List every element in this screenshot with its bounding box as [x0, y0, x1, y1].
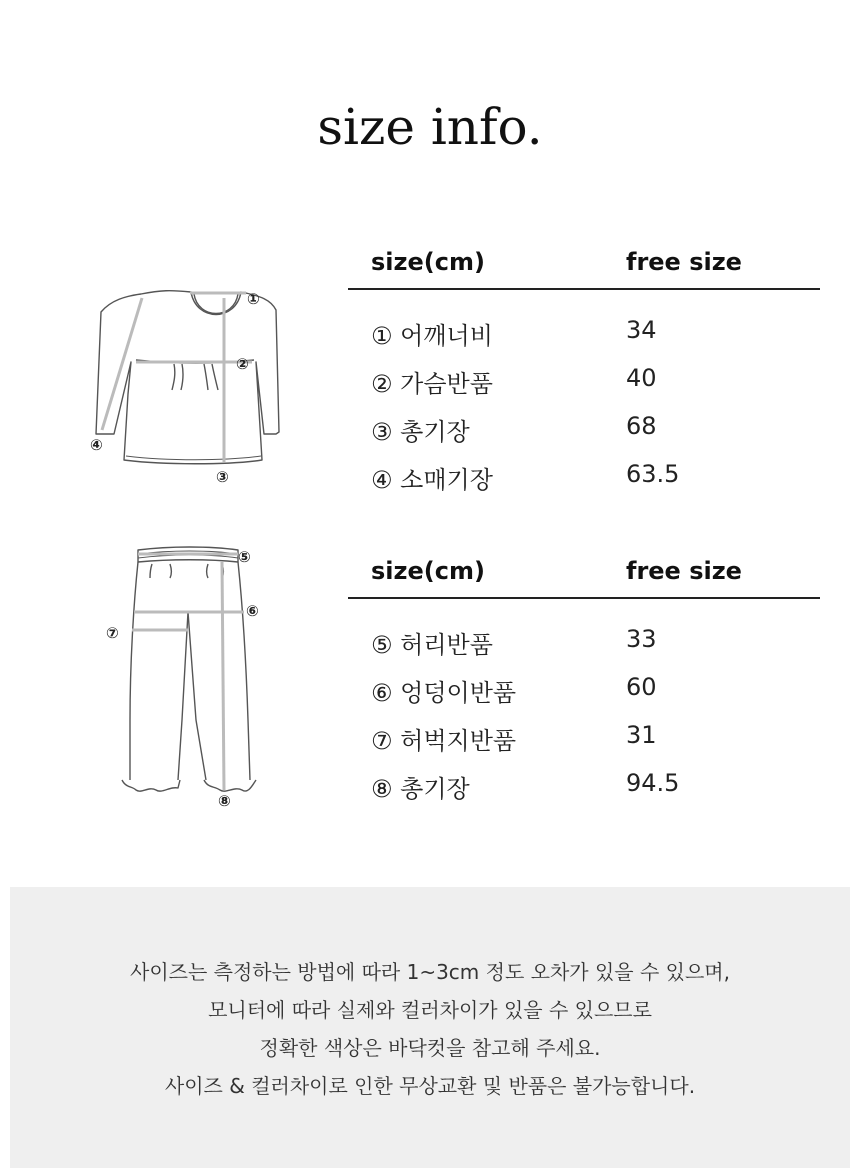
table-row [348, 354, 820, 402]
row-label: ⑥ 엉덩이반품 [371, 679, 517, 707]
table-row [348, 306, 820, 354]
top-garment-illustration [86, 282, 286, 492]
row-value: 60 [626, 673, 657, 701]
notice-line-4: 사이즈 & 컬러차이로 인한 무상교환 및 반품은 불가능합니다. [164, 1074, 696, 1098]
marker-6: ⑥ [246, 602, 259, 620]
notice-line-2: 모니터에 따라 실제와 컬러차이가 있을 수 있으므로 [208, 998, 652, 1022]
marker-7: ⑦ [106, 624, 119, 642]
row-value: 68 [626, 412, 657, 440]
marker-4: ④ [90, 436, 103, 454]
row-value: 94.5 [626, 769, 680, 797]
header-free-size: free size [626, 248, 742, 276]
row-label: ③ 총기장 [371, 418, 470, 446]
table-row [348, 759, 820, 807]
notice-line-3: 정확한 색상은 바닥컷을 참고해 주세요. [259, 1036, 601, 1060]
row-value: 34 [626, 316, 657, 344]
marker-8: ⑧ [218, 792, 231, 810]
marker-5: ⑤ [238, 548, 251, 566]
header-free-size: free size [626, 557, 742, 585]
top-size-table [348, 244, 820, 498]
marker-2: ② [236, 355, 249, 373]
marker-1: ① [247, 290, 260, 308]
row-value: 31 [626, 721, 657, 749]
size-notice-box [10, 887, 850, 1168]
table-row [348, 450, 820, 498]
row-value: 40 [626, 364, 657, 392]
header-size: size(cm) [371, 248, 485, 276]
row-label: ② 가슴반품 [371, 370, 493, 398]
table-row [348, 711, 820, 759]
shirt-drawing [86, 282, 286, 492]
row-label: ① 어깨너비 [371, 322, 493, 350]
row-value: 33 [626, 625, 657, 653]
row-label: ⑤ 허리반품 [371, 631, 493, 659]
pants-illustration [100, 540, 275, 818]
table-row [348, 615, 820, 663]
page-title: size info. [317, 98, 543, 156]
pants-drawing [100, 540, 275, 818]
table-header [348, 244, 820, 290]
notice-text [10, 953, 850, 1105]
row-label: ⑦ 허벅지반품 [371, 727, 517, 755]
notice-line-1: 사이즈는 측정하는 방법에 따라 1~3cm 정도 오차가 있을 수 있으며, [130, 960, 730, 984]
row-value: 63.5 [626, 460, 680, 488]
bottom-size-table [348, 553, 820, 807]
table-row [348, 663, 820, 711]
marker-3: ③ [216, 468, 229, 486]
header-size: size(cm) [371, 557, 485, 585]
table-header [348, 553, 820, 599]
row-label: ④ 소매기장 [371, 466, 493, 494]
row-label: ⑧ 총기장 [371, 775, 470, 803]
table-row [348, 402, 820, 450]
